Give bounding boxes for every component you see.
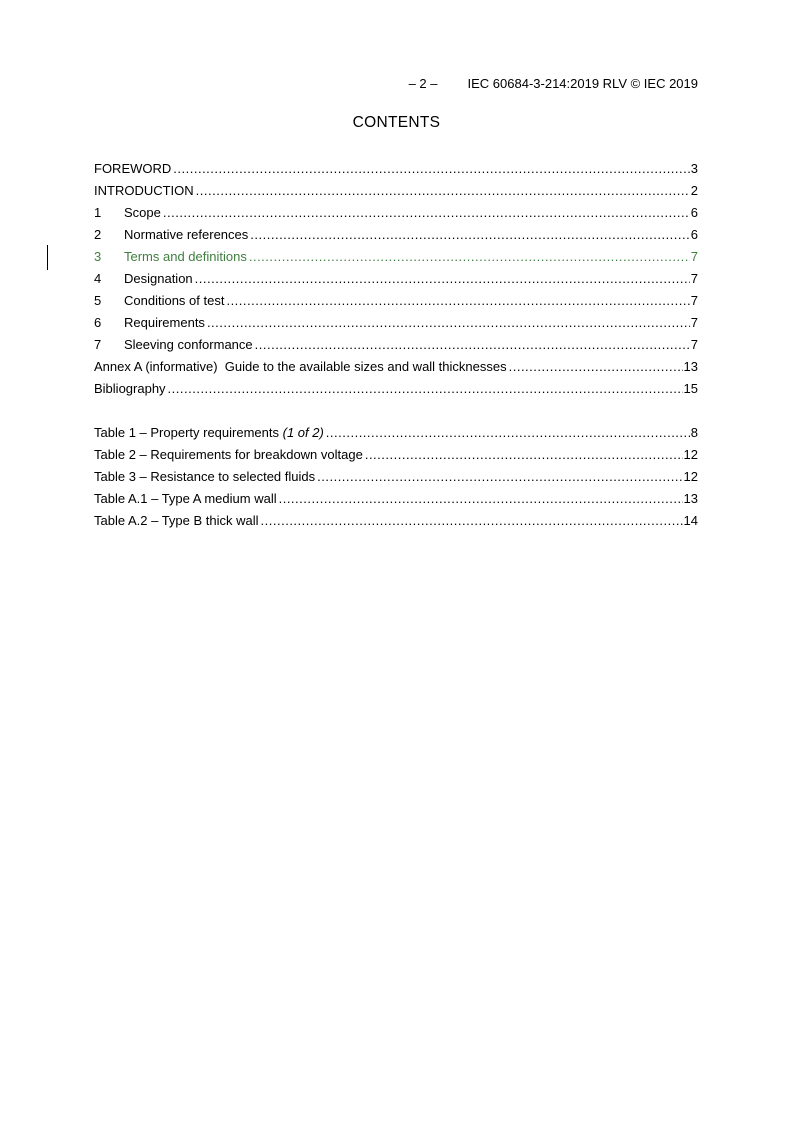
table-of-contents <box>94 158 698 532</box>
toc-entry-scope[interactable] <box>94 202 698 224</box>
toc-entry-foreword[interactable] <box>94 158 698 180</box>
toc-entry-introduction[interactable] <box>94 180 698 202</box>
toc-entry-table-1[interactable] <box>94 422 698 444</box>
toc-entry-page: 14 <box>683 513 698 528</box>
dot-leader <box>326 422 690 444</box>
section-spacer <box>94 400 698 422</box>
contents-title: CONTENTS <box>352 114 441 131</box>
toc-entry-number: 7 <box>94 337 102 352</box>
toc-entry-conditions-of-test[interactable] <box>94 290 698 312</box>
toc-entry-number: 2 <box>94 227 102 242</box>
dot-leader <box>196 180 690 202</box>
toc-entry-number: 3 <box>94 249 102 264</box>
toc-entry-title: Table 1 – Property requirements <box>94 425 283 440</box>
dot-leader <box>173 158 689 180</box>
toc-entry-sleeving-conformance[interactable] <box>94 334 698 356</box>
toc-entry-page: 7 <box>690 271 698 286</box>
toc-entry-annex-a[interactable] <box>94 356 698 378</box>
dot-leader <box>255 334 690 356</box>
toc-entry-title-note: (1 of 2) <box>282 425 324 440</box>
toc-entry-title: Annex A (informative) Guide to the available sizes and wall thicknesses <box>94 359 507 374</box>
toc-entry-number: 5 <box>94 293 102 308</box>
toc-entry-number: 4 <box>94 271 102 286</box>
toc-entry-title: Terms and definitions <box>124 249 247 264</box>
dot-leader <box>163 202 690 224</box>
toc-entry-page: 2 <box>690 183 698 198</box>
toc-entry-requirements[interactable] <box>94 312 698 334</box>
page-header <box>0 76 698 91</box>
dot-leader <box>168 378 683 400</box>
toc-entry-table-3[interactable] <box>94 466 698 488</box>
dot-leader <box>250 224 689 246</box>
toc-entry-title: Sleeving conformance <box>124 337 253 352</box>
toc-entry-title: Table 2 – Requirements for breakdown voltage <box>94 447 363 462</box>
toc-entry-title: Requirements <box>124 315 205 330</box>
toc-entry-page: 7 <box>690 293 698 308</box>
toc-entry-title: FOREWORD <box>94 161 172 176</box>
toc-entry-bibliography[interactable] <box>94 378 698 400</box>
toc-entry-page: 7 <box>690 315 698 330</box>
toc-entry-title: Normative references <box>124 227 249 242</box>
page-number: – 2 – <box>408 76 438 91</box>
toc-entry-title: Conditions of test <box>124 293 225 308</box>
toc-entry-table-a2[interactable] <box>94 510 698 532</box>
toc-entry-title: INTRODUCTION <box>94 183 194 198</box>
toc-entry-title: Designation <box>124 271 193 286</box>
dot-leader <box>365 444 683 466</box>
toc-entry-page: 12 <box>683 469 698 484</box>
toc-entry-title: Table A.1 – Type A medium wall <box>94 491 277 506</box>
toc-entry-page: 7 <box>690 337 698 352</box>
toc-entry-table-a1[interactable] <box>94 488 698 510</box>
toc-entry-designation[interactable] <box>94 268 698 290</box>
toc-entry-number: 6 <box>94 315 102 330</box>
toc-entry-number: 1 <box>94 205 102 220</box>
toc-entry-page: 12 <box>683 447 698 462</box>
toc-entry-normative-references[interactable] <box>94 224 698 246</box>
dot-leader <box>226 290 689 312</box>
toc-entry-page: 8 <box>690 425 698 440</box>
toc-entry-title: Table A.2 – Type B thick wall <box>94 513 259 528</box>
dot-leader <box>195 268 690 290</box>
dot-leader <box>249 246 690 268</box>
dot-leader <box>207 312 690 334</box>
toc-entry-title: Table 3 – Resistance to selected fluids <box>94 469 316 484</box>
change-bar <box>47 245 48 270</box>
dot-leader <box>509 356 683 378</box>
toc-entry-table-2[interactable] <box>94 444 698 466</box>
dot-leader <box>261 510 683 532</box>
toc-entry-page: 6 <box>690 227 698 242</box>
toc-entry-page: 3 <box>690 161 698 176</box>
toc-entry-page: 7 <box>690 249 698 264</box>
toc-entry-page: 15 <box>683 381 698 396</box>
dot-leader <box>279 488 683 510</box>
document-id: IEC 60684-3-214:2019 RLV © IEC 2019 <box>467 76 698 91</box>
toc-entry-title: Bibliography <box>94 381 166 396</box>
toc-entry-page: 13 <box>683 491 698 506</box>
dot-leader <box>317 466 682 488</box>
toc-entry-title: Scope <box>124 205 161 220</box>
toc-entry-page: 13 <box>683 359 698 374</box>
toc-entry-page: 6 <box>690 205 698 220</box>
toc-entry-terms-and-definitions[interactable] <box>94 246 698 268</box>
